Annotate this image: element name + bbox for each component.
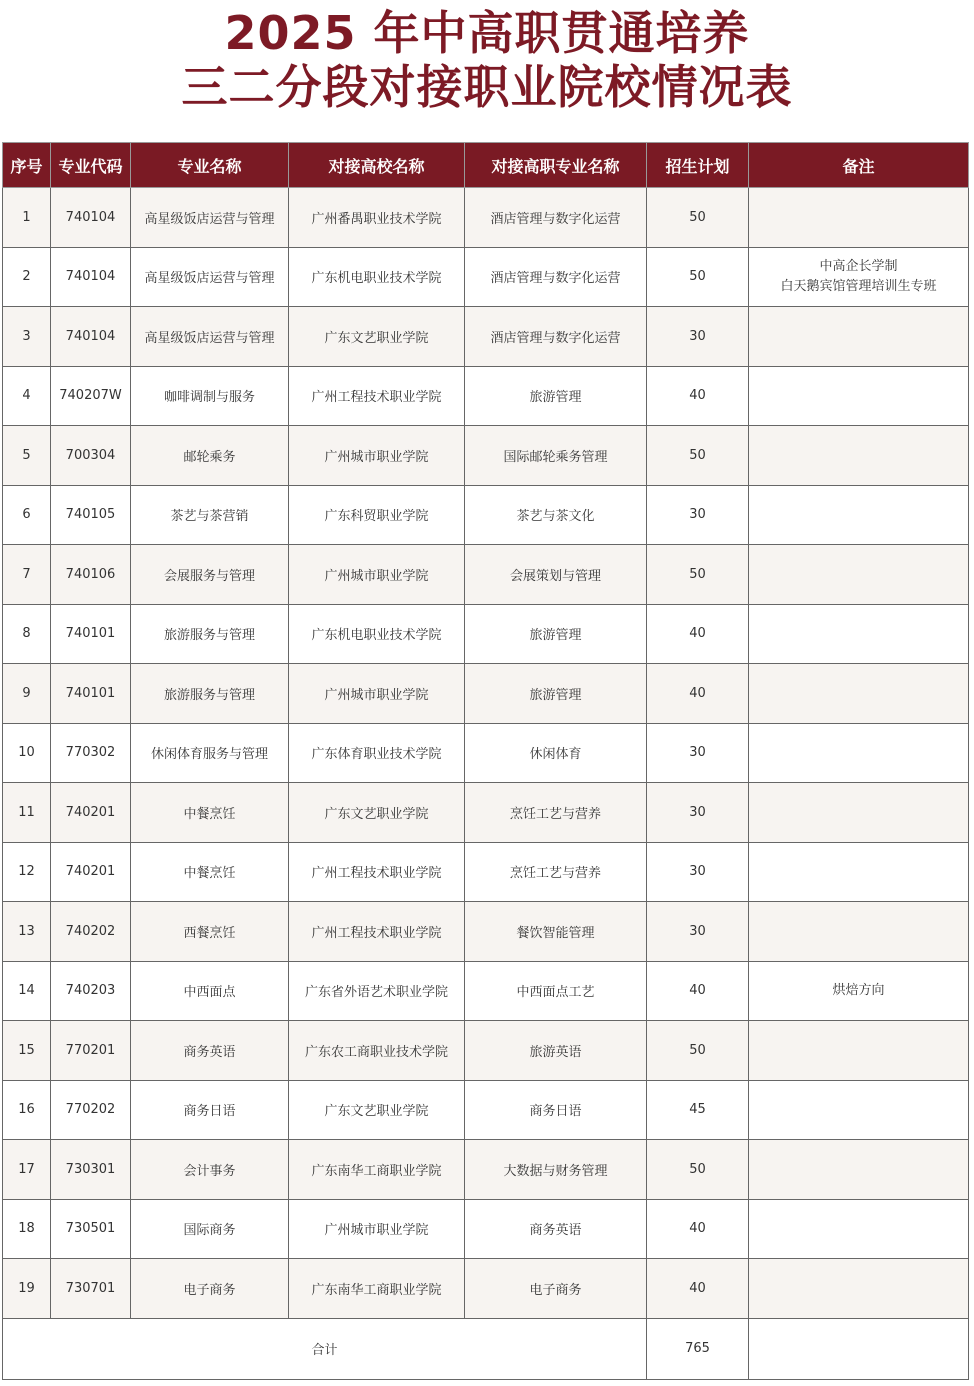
total-label: 合计 [3, 1318, 647, 1379]
college-cell: 广东农工商职业技术学院 [289, 1021, 465, 1081]
note-cell [749, 961, 969, 1021]
serial-cell: 1 [3, 188, 51, 248]
target-major-cell: 休闲体育 [465, 723, 647, 783]
header-cell: 序号 [3, 143, 51, 188]
plan-cell: 30 [647, 842, 749, 902]
note-cell [749, 604, 969, 664]
target-major-cell: 国际邮轮乘务管理 [465, 426, 647, 486]
major-cell: 旅游服务与管理 [131, 604, 289, 664]
serial-cell: 10 [3, 723, 51, 783]
code-cell: 730501 [51, 1199, 131, 1259]
code-cell: 700304 [51, 426, 131, 486]
table-row [3, 1080, 969, 1140]
plan-cell: 50 [647, 545, 749, 605]
college-cell: 广州城市职业学院 [289, 664, 465, 724]
plan-cell: 40 [647, 1199, 749, 1259]
code-cell: 730701 [51, 1259, 131, 1319]
serial-cell: 19 [3, 1259, 51, 1319]
page-title-line-1: 2025 年中高职贯通培养 [224, 6, 750, 60]
page-title-line-2: 三二分段对接职业院校情况表 [181, 60, 793, 114]
major-cell: 高星级饭店运营与管理 [131, 188, 289, 248]
target-major-cell: 烹饪工艺与营养 [465, 842, 647, 902]
college-cell: 广东机电职业技术学院 [289, 247, 465, 307]
table-row [3, 1021, 969, 1081]
plan-cell: 40 [647, 366, 749, 426]
code-cell: 740201 [51, 783, 131, 843]
table-row [3, 664, 969, 724]
table-row [3, 485, 969, 545]
plan-cell: 30 [647, 485, 749, 545]
major-cell: 电子商务 [131, 1259, 289, 1319]
target-major-cell: 酒店管理与数字化运营 [465, 307, 647, 367]
note-cell [749, 545, 969, 605]
note-cell [749, 366, 969, 426]
table-row [3, 1259, 969, 1319]
enrollment-table [2, 142, 969, 1380]
college-cell: 广州城市职业学院 [289, 426, 465, 486]
serial-cell: 6 [3, 485, 51, 545]
target-major-cell: 旅游管理 [465, 664, 647, 724]
table-row [3, 604, 969, 664]
serial-cell: 11 [3, 783, 51, 843]
major-cell: 中西面点 [131, 961, 289, 1021]
major-cell: 咖啡调制与服务 [131, 366, 289, 426]
major-cell: 高星级饭店运营与管理 [131, 247, 289, 307]
target-major-cell: 大数据与财务管理 [465, 1140, 647, 1200]
college-cell: 广东体育职业技术学院 [289, 723, 465, 783]
college-cell: 广州工程技术职业学院 [289, 366, 465, 426]
serial-cell: 14 [3, 961, 51, 1021]
college-cell: 广东南华工商职业学院 [289, 1140, 465, 1200]
table-body [3, 188, 969, 1380]
plan-cell: 50 [647, 1021, 749, 1081]
college-cell: 广州番禺职业技术学院 [289, 188, 465, 248]
note-cell [749, 842, 969, 902]
total-note-cell [749, 1318, 969, 1379]
note-line: 白天鹅宾馆管理培训生专班 [780, 278, 937, 294]
plan-cell: 30 [647, 902, 749, 962]
plan-cell: 50 [647, 426, 749, 486]
note-cell [749, 1021, 969, 1081]
table-row [3, 366, 969, 426]
target-major-cell: 茶艺与茶文化 [465, 485, 647, 545]
serial-cell: 4 [3, 366, 51, 426]
plan-cell: 40 [647, 961, 749, 1021]
header-cell: 专业代码 [51, 143, 131, 188]
target-major-cell: 酒店管理与数字化运营 [465, 188, 647, 248]
page-header [0, 0, 974, 142]
code-cell: 730301 [51, 1140, 131, 1200]
note-cell [749, 1080, 969, 1140]
code-cell: 740202 [51, 902, 131, 962]
serial-cell: 16 [3, 1080, 51, 1140]
college-cell: 广州城市职业学院 [289, 1199, 465, 1259]
major-cell: 西餐烹饪 [131, 902, 289, 962]
college-cell: 广东省外语艺术职业学院 [289, 961, 465, 1021]
major-cell: 国际商务 [131, 1199, 289, 1259]
plan-cell: 40 [647, 1259, 749, 1319]
major-cell: 商务日语 [131, 1080, 289, 1140]
target-major-cell: 会展策划与管理 [465, 545, 647, 605]
college-cell: 广东文艺职业学院 [289, 307, 465, 367]
note-cell [749, 902, 969, 962]
code-cell: 740105 [51, 485, 131, 545]
code-cell: 740104 [51, 247, 131, 307]
serial-cell: 5 [3, 426, 51, 486]
college-cell: 广州城市职业学院 [289, 545, 465, 605]
code-cell: 770202 [51, 1080, 131, 1140]
table-row [3, 1199, 969, 1259]
serial-cell: 7 [3, 545, 51, 605]
plan-cell: 40 [647, 604, 749, 664]
code-cell: 740106 [51, 545, 131, 605]
table-header [3, 143, 969, 188]
table-row [3, 1140, 969, 1200]
major-cell: 中餐烹饪 [131, 783, 289, 843]
table-row [3, 247, 969, 307]
target-major-cell: 酒店管理与数字化运营 [465, 247, 647, 307]
code-cell: 740203 [51, 961, 131, 1021]
target-major-cell: 商务日语 [465, 1080, 647, 1140]
college-cell: 广东文艺职业学院 [289, 1080, 465, 1140]
table-row [3, 723, 969, 783]
table-row [3, 307, 969, 367]
major-cell: 邮轮乘务 [131, 426, 289, 486]
table-row [3, 545, 969, 605]
note-line: 烘焙方向 [832, 982, 885, 998]
note-cell [749, 307, 969, 367]
target-major-cell: 商务英语 [465, 1199, 647, 1259]
target-major-cell: 旅游管理 [465, 604, 647, 664]
code-cell: 740201 [51, 842, 131, 902]
serial-cell: 8 [3, 604, 51, 664]
serial-cell: 17 [3, 1140, 51, 1200]
note-cell [749, 1140, 969, 1200]
code-cell: 740104 [51, 307, 131, 367]
total-value: 765 [647, 1318, 749, 1379]
table-row [3, 188, 969, 248]
plan-cell: 45 [647, 1080, 749, 1140]
table-row [3, 842, 969, 902]
target-major-cell: 餐饮智能管理 [465, 902, 647, 962]
header-row [3, 143, 969, 188]
plan-cell: 30 [647, 307, 749, 367]
serial-cell: 2 [3, 247, 51, 307]
college-cell: 广州工程技术职业学院 [289, 842, 465, 902]
table-row [3, 783, 969, 843]
major-cell: 会展服务与管理 [131, 545, 289, 605]
code-cell: 770201 [51, 1021, 131, 1081]
plan-cell: 50 [647, 188, 749, 248]
target-major-cell: 旅游英语 [465, 1021, 647, 1081]
note-cell [749, 783, 969, 843]
college-cell: 广东科贸职业学院 [289, 485, 465, 545]
table-row [3, 426, 969, 486]
note-cell [749, 723, 969, 783]
serial-cell: 13 [3, 902, 51, 962]
college-cell: 广东机电职业技术学院 [289, 604, 465, 664]
college-cell: 广东文艺职业学院 [289, 783, 465, 843]
target-major-cell: 中西面点工艺 [465, 961, 647, 1021]
target-major-cell: 烹饪工艺与营养 [465, 783, 647, 843]
table-row [3, 961, 969, 1021]
code-cell: 740207W [51, 366, 131, 426]
major-cell: 会计事务 [131, 1140, 289, 1200]
code-cell: 770302 [51, 723, 131, 783]
college-cell: 广东南华工商职业学院 [289, 1259, 465, 1319]
serial-cell: 3 [3, 307, 51, 367]
note-cell [749, 426, 969, 486]
target-major-cell: 电子商务 [465, 1259, 647, 1319]
header-cell: 对接高职专业名称 [465, 143, 647, 188]
major-cell: 高星级饭店运营与管理 [131, 307, 289, 367]
college-cell: 广州工程技术职业学院 [289, 902, 465, 962]
plan-cell: 40 [647, 664, 749, 724]
note-cell [749, 247, 969, 307]
serial-cell: 12 [3, 842, 51, 902]
header-cell: 备注 [749, 143, 969, 188]
major-cell: 中餐烹饪 [131, 842, 289, 902]
major-cell: 茶艺与茶营销 [131, 485, 289, 545]
header-cell: 专业名称 [131, 143, 289, 188]
code-cell: 740101 [51, 664, 131, 724]
note-cell [749, 1199, 969, 1259]
header-cell: 对接高校名称 [289, 143, 465, 188]
plan-cell: 50 [647, 1140, 749, 1200]
note-cell [749, 664, 969, 724]
note-line: 中高企长学制 [819, 258, 898, 274]
code-cell: 740104 [51, 188, 131, 248]
code-cell: 740101 [51, 604, 131, 664]
note-cell [749, 1259, 969, 1319]
serial-cell: 18 [3, 1199, 51, 1259]
major-cell: 旅游服务与管理 [131, 664, 289, 724]
table-row [3, 902, 969, 962]
serial-cell: 9 [3, 664, 51, 724]
plan-cell: 30 [647, 723, 749, 783]
major-cell: 休闲体育服务与管理 [131, 723, 289, 783]
major-cell: 商务英语 [131, 1021, 289, 1081]
header-cell: 招生计划 [647, 143, 749, 188]
plan-cell: 30 [647, 783, 749, 843]
total-row [3, 1318, 969, 1379]
note-cell [749, 485, 969, 545]
plan-cell: 50 [647, 247, 749, 307]
note-cell [749, 188, 969, 248]
serial-cell: 15 [3, 1021, 51, 1081]
target-major-cell: 旅游管理 [465, 366, 647, 426]
